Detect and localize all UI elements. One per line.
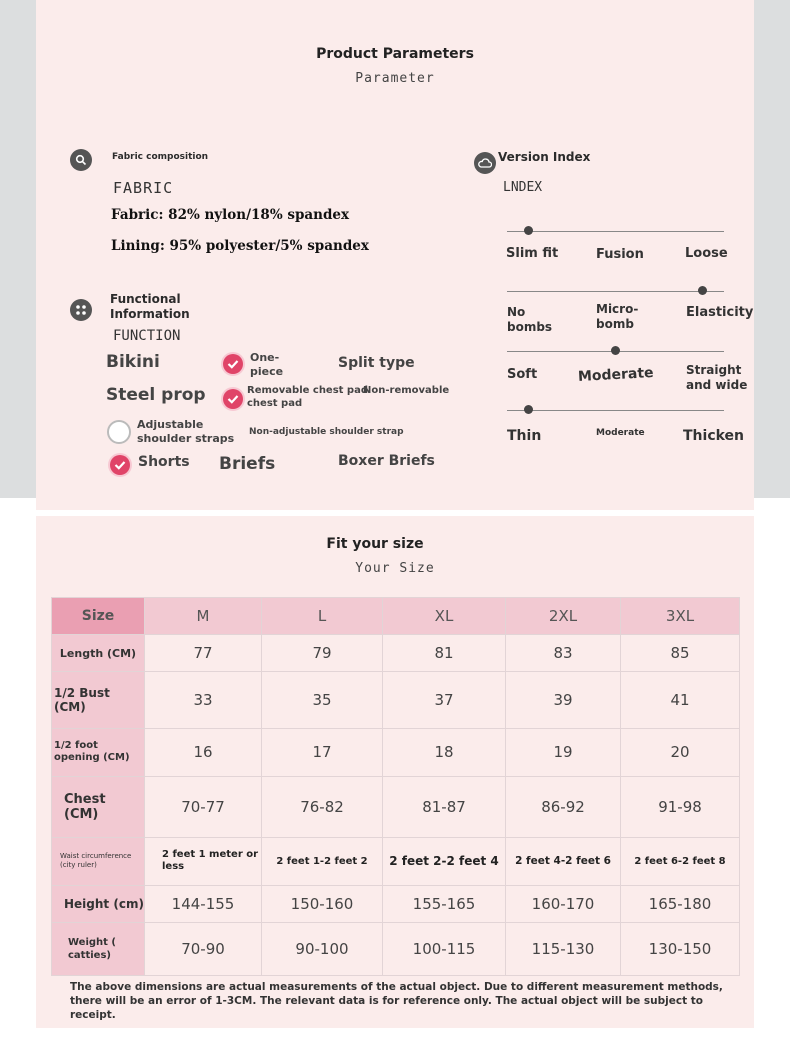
elasticity-scale-middle-line2: bomb <box>596 317 634 331</box>
size-table <box>51 597 740 976</box>
table-cell: 20 <box>621 728 740 777</box>
row-label-length: Length (CM) <box>52 635 145 672</box>
size-col-l: L <box>262 598 383 635</box>
table-cell: 165-180 <box>621 886 740 923</box>
size-corner: Size <box>52 598 145 635</box>
table-cell: 86-92 <box>506 777 621 837</box>
functional-mono: FUNCTION <box>113 328 181 344</box>
thickness-scale-line <box>507 410 724 411</box>
table-cell: 18 <box>383 728 506 777</box>
option-non-removable-chest-pad-line2: chest pad <box>247 398 303 409</box>
size-col-3xl: 3XL <box>621 598 740 635</box>
table-cell: 155-165 <box>383 886 506 923</box>
softness-scale-left: Soft <box>507 367 538 382</box>
table-cell: 130-150 <box>621 923 740 976</box>
fit-scale-right: Loose <box>685 246 728 261</box>
table-cell: 33 <box>145 672 262 729</box>
measurement-note: The above dimensions are actual measurements of the actual object. Due to different measurement methods, there will be an error of 1-3CM. The relevant data is for reference only. The actual object will be subject to receipt. <box>70 981 723 1021</box>
fit-scale-line <box>507 231 724 232</box>
size-col-2xl: 2XL <box>506 598 621 635</box>
table-cell: 115-130 <box>506 923 621 976</box>
row-label-bust: 1/2 Bust (CM) <box>52 672 145 729</box>
elasticity-scale-left-line2: bombs <box>507 320 553 334</box>
softness-scale-right-line1: Straight <box>686 363 742 377</box>
option-removable-chest-pad: Removable chest pad <box>247 385 368 396</box>
elasticity-scale-marker <box>698 286 707 295</box>
table-row <box>52 777 740 837</box>
option-bikini: Bikini <box>106 352 160 372</box>
table-row <box>52 837 740 886</box>
version-index-label: Version Index <box>498 150 591 164</box>
fit-scale-middle: Fusion <box>596 247 644 262</box>
elasticity-scale-left <box>507 305 552 335</box>
grid-dots-icon <box>70 299 92 321</box>
option-adjustable-line1: Adjustable <box>137 418 204 431</box>
table-cell: 81 <box>383 635 506 672</box>
softness-scale-right-line2: and wide <box>686 378 748 392</box>
thickness-scale-left: Thin <box>507 428 542 444</box>
table-cell: 41 <box>621 672 740 729</box>
option-one-piece-line2: piece <box>250 365 284 378</box>
row-label-waist: Waist circumference (city ruler) <box>52 837 145 886</box>
table-row <box>52 635 740 672</box>
row-label-weight: Weight ( catties) <box>52 923 145 976</box>
removable-checked-icon <box>223 389 243 409</box>
search-icon <box>70 149 92 171</box>
option-shorts: Shorts <box>138 454 190 470</box>
table-cell: 37 <box>383 672 506 729</box>
adjustable-unchecked-icon <box>107 420 131 444</box>
elasticity-scale-middle-line1: Micro- <box>596 302 639 316</box>
fit-scale-left: Slim fit <box>506 246 559 261</box>
table-cell: 76-82 <box>262 777 383 837</box>
table-cell: 2 feet 6-2 feet 8 <box>621 837 740 886</box>
table-cell: 90-100 <box>262 923 383 976</box>
table-cell: 85 <box>621 635 740 672</box>
option-split-type: Split type <box>338 355 415 371</box>
table-cell: 2 feet 2-2 feet 4 <box>383 837 506 886</box>
table-cell: 70-77 <box>145 777 262 837</box>
table-cell: 2 feet 4-2 feet 6 <box>506 837 621 886</box>
functional-label-line1: Functional <box>110 292 181 306</box>
table-cell: 16 <box>145 728 262 777</box>
table-cell: 70-90 <box>145 923 262 976</box>
table-cell: 2 feet 1 meter or less <box>145 837 262 886</box>
table-cell: 91-98 <box>621 777 740 837</box>
table-cell: 160-170 <box>506 886 621 923</box>
row-label-chest: Chest (CM) <box>52 777 145 837</box>
table-cell: 144-155 <box>145 886 262 923</box>
table-row <box>52 672 740 729</box>
option-one-piece-line1: One- <box>250 351 280 364</box>
fabric-composition: Fabric: 82% nylon/18% spandex <box>111 207 350 223</box>
table-cell: 17 <box>262 728 383 777</box>
page-subtitle: Parameter <box>355 71 435 86</box>
page-title: Product Parameters <box>316 46 474 62</box>
table-cell: 100-115 <box>383 923 506 976</box>
row-label-foot-opening: 1/2 foot opening (CM) <box>52 728 145 777</box>
thickness-scale-right: Thicken <box>683 428 745 444</box>
one-piece-checked-icon <box>223 354 243 374</box>
table-cell: 150-160 <box>262 886 383 923</box>
elasticity-scale-right: Elasticity <box>686 305 754 320</box>
elasticity-scale-left-line1: No <box>507 305 526 319</box>
fabric-mono: FABRIC <box>113 179 174 197</box>
cloud-icon <box>474 152 496 174</box>
size-col-xl: XL <box>383 598 506 635</box>
fabric-label: Fabric composition <box>112 152 209 162</box>
table-cell: 81-87 <box>383 777 506 837</box>
functional-label-line2: Information <box>110 307 190 321</box>
shorts-checked-icon <box>110 455 130 475</box>
table-cell: 35 <box>262 672 383 729</box>
option-adjustable-straps <box>137 418 234 446</box>
table-cell: 19 <box>506 728 621 777</box>
table-cell: 2 feet 1-2 feet 2 <box>262 837 383 886</box>
option-non-adjustable-strap: Non-adjustable shoulder strap <box>249 427 404 437</box>
option-briefs: Briefs <box>219 454 276 474</box>
size-section-subtitle: Your Size <box>355 561 435 576</box>
table-row <box>52 728 740 777</box>
size-header-row <box>52 598 740 635</box>
softness-scale-right <box>686 363 747 393</box>
size-section-title: Fit your size <box>326 536 424 552</box>
lining-composition: Lining: 95% polyester/5% spandex <box>111 238 369 254</box>
size-col-m: M <box>145 598 262 635</box>
softness-scale-marker <box>611 346 620 355</box>
softness-scale-middle: Moderate <box>577 365 654 385</box>
option-non-removable-chest-pad: Non-removable <box>363 385 450 396</box>
table-cell: 39 <box>506 672 621 729</box>
thickness-scale-middle: Moderate <box>596 428 645 438</box>
table-cell: 79 <box>262 635 383 672</box>
option-steel-prop: Steel prop <box>106 385 206 405</box>
table-row <box>52 923 740 976</box>
option-adjustable-line2: shoulder straps <box>137 432 235 445</box>
option-boxer-briefs: Boxer Briefs <box>338 453 435 469</box>
table-cell: 83 <box>506 635 621 672</box>
table-cell: 77 <box>145 635 262 672</box>
option-one-piece <box>250 351 283 379</box>
row-label-height: Height (cm) <box>52 886 145 923</box>
elasticity-scale-middle <box>596 302 638 332</box>
elasticity-scale-line <box>507 291 724 292</box>
functional-label <box>110 292 190 322</box>
table-row <box>52 886 740 923</box>
version-index-mono: LNDEX <box>503 180 543 195</box>
